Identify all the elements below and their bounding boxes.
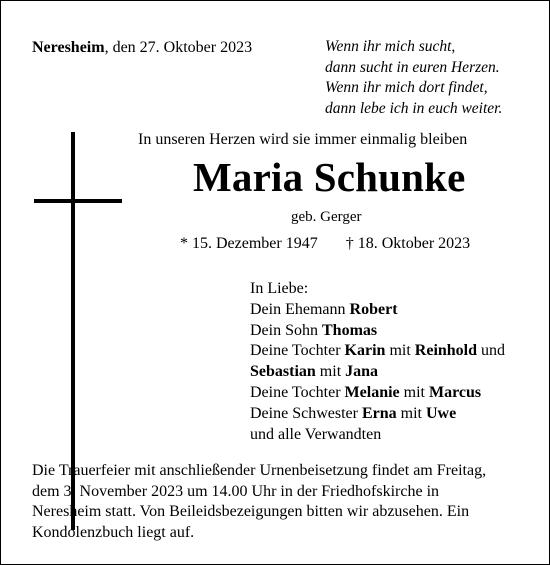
mourner-name: Marcus xyxy=(428,383,482,401)
mourner-name: Erna xyxy=(361,404,397,422)
mourner-name: Jana xyxy=(345,363,379,381)
poem-line: Wenn ihr mich sucht, xyxy=(325,38,456,55)
mourner-line xyxy=(250,383,505,404)
mourner-line: und alle Verwandten xyxy=(250,425,382,443)
place-date xyxy=(32,39,252,57)
mourner-name: Thomas xyxy=(322,321,378,339)
date-text: , den 27. Oktober 2023 xyxy=(104,39,253,56)
relation-text: Dein Sohn xyxy=(250,321,322,339)
funeral-info-line: Die Trauerfeier mit anschließender Urnenbeisetzung findet am Freitag, xyxy=(32,462,487,479)
relation-text: Dein Ehemann xyxy=(250,300,350,318)
mourner-line xyxy=(250,362,505,383)
life-dates xyxy=(180,235,470,253)
mourner-name: Sebastian xyxy=(250,363,316,381)
mourner-line xyxy=(250,321,505,342)
poem-line: dann sucht in euren Herzen. xyxy=(325,58,500,76)
mourner-name: Reinhold xyxy=(414,342,478,360)
cross-icon-horizontal-bar xyxy=(34,199,122,203)
mourner-line xyxy=(250,341,505,362)
relation-text: Deine Tochter xyxy=(250,383,345,401)
intro-line: In unseren Herzen wird sie immer einmalig bleiben xyxy=(138,131,468,148)
poem-line: Wenn ihr mich dort findet, xyxy=(325,79,488,96)
mourner-name: Karin xyxy=(344,342,386,360)
connector-text: mit xyxy=(385,342,415,360)
funeral-info xyxy=(32,461,486,543)
mourner-line xyxy=(250,300,505,321)
poem-line: dann lebe ich in euch weiter. xyxy=(325,99,503,117)
mourner-name: Melanie xyxy=(344,383,400,401)
connector-text: mit xyxy=(396,404,426,422)
place-name: Neresheim xyxy=(32,39,105,56)
mourner-name: Robert xyxy=(349,300,398,318)
connector-text: mit xyxy=(399,383,429,401)
mourner-line: In Liebe: xyxy=(250,280,309,297)
connector-text: mit xyxy=(315,363,346,381)
mourner-line xyxy=(250,404,505,425)
birth-name: geb. Gerger xyxy=(291,209,362,225)
funeral-info-line: Neresheim statt. Von Beileidsbezeigungen bitten wir abzusehen. Ein xyxy=(32,503,470,520)
death-date: † 18. Oktober 2023 xyxy=(345,235,471,252)
mourner-name: Uwe xyxy=(425,404,457,422)
funeral-info-line: Kondolenzbuch liegt auf. xyxy=(32,523,195,541)
relation-text: Deine Tochter xyxy=(250,342,345,360)
mourners-list xyxy=(250,279,505,445)
memorial-poem xyxy=(325,37,502,119)
relation-text: Deine Schwester xyxy=(250,404,362,422)
deceased-name: Maria Schunke xyxy=(193,154,466,200)
birth-date: * 15. Dezember 1947 xyxy=(180,235,318,252)
connector-text: und xyxy=(477,342,506,360)
funeral-info-line: dem 3. November 2023 um 14.00 Uhr in der Friedhofskirche in xyxy=(32,482,440,500)
